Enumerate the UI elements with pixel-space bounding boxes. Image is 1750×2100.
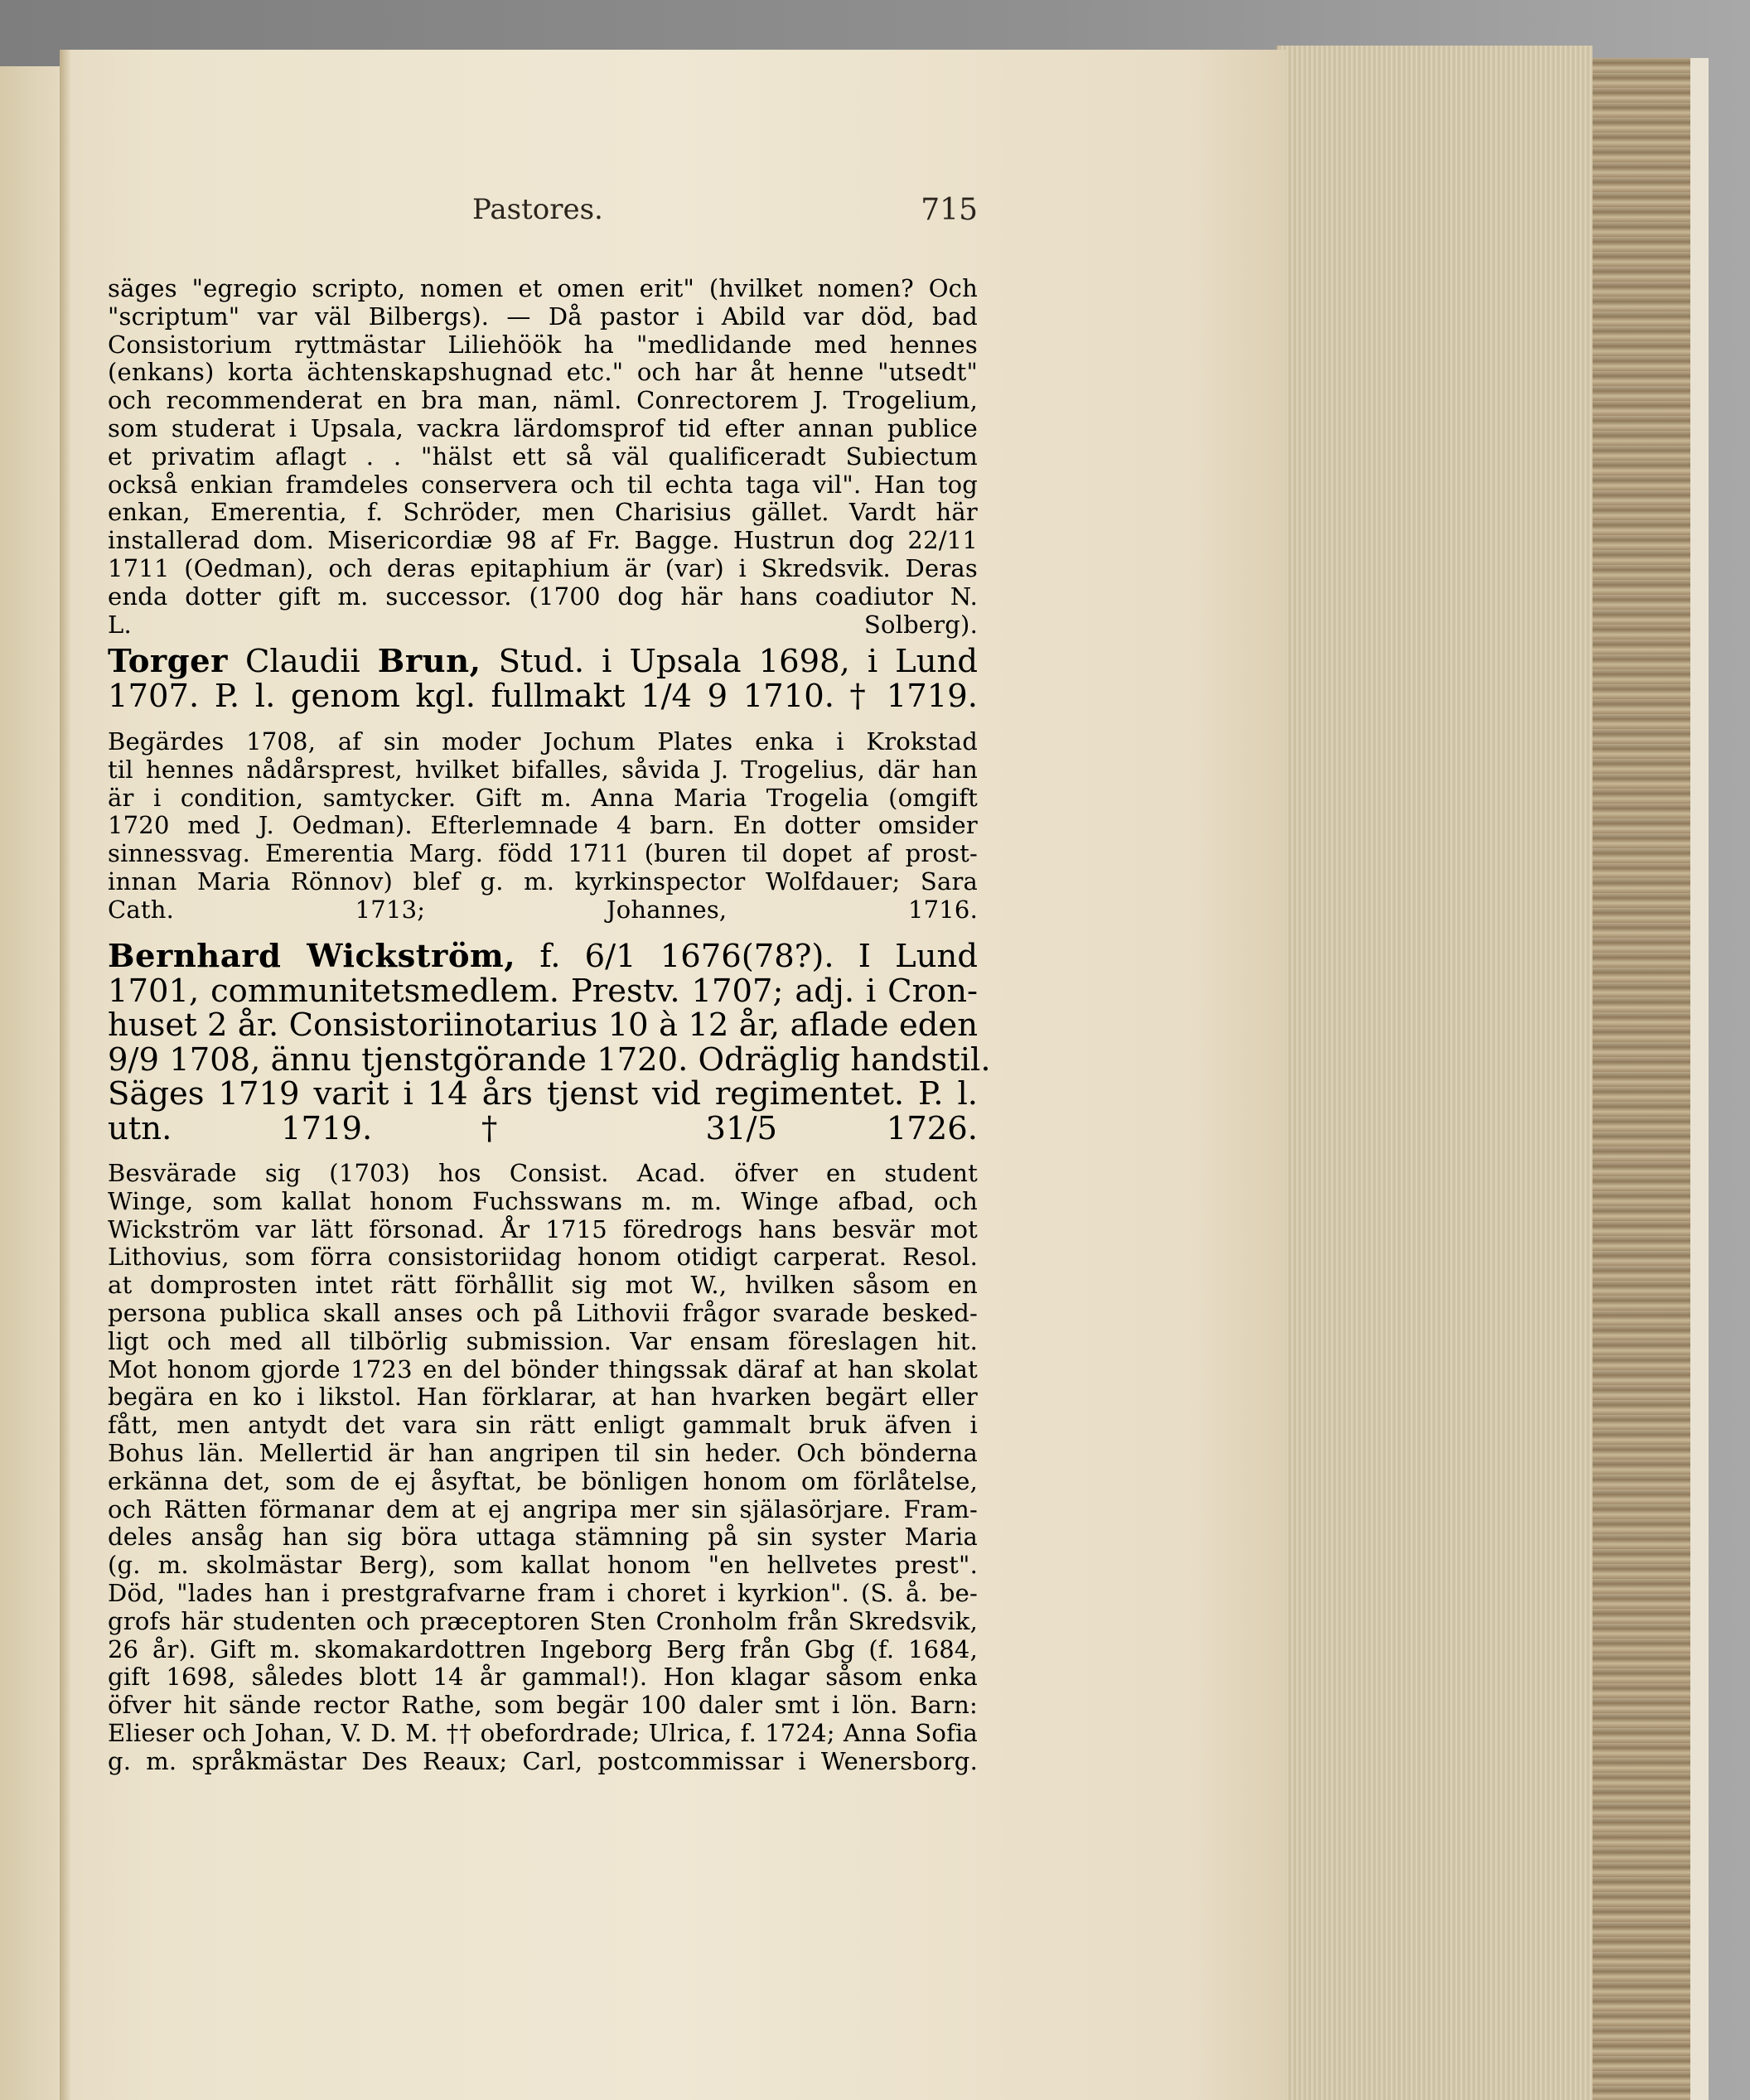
text-line: installerad dom. Misericordiæ 98 af Fr. Bagge. Hustrun dog 22/11 xyxy=(108,526,978,555)
text-line: Cath. 1713; Johannes, 1716. xyxy=(108,895,978,924)
running-title: Pastores. xyxy=(472,193,603,226)
entry-name-middle: Claudii xyxy=(244,643,360,680)
page-number: 715 xyxy=(921,193,978,227)
entry-torger-brun xyxy=(108,644,978,713)
entry-heading-line xyxy=(108,644,978,679)
text-line: Lithovius, som förra consistoriidag honom otidigt carperat. Resol. xyxy=(108,1243,978,1272)
text-line: persona publica skall anses och på Lithovii frågor svarade besked- xyxy=(108,1298,978,1327)
text-line: L. Solberg). xyxy=(108,610,978,639)
entry-line: utn. 1719. † 31/5 1726. xyxy=(108,1109,978,1147)
text-line: Bohus län. Mellertid är han angripen til sin heder. Och bönderna xyxy=(108,1438,978,1467)
text-line: (g. m. skolmästar Berg), som kallat honom "en hellvetes prest". xyxy=(108,1551,978,1580)
text-line: och Rätten förmanar dem at ej angripa mer sin själasörjare. Fram- xyxy=(108,1494,978,1523)
text-line: Död, "lades han i prestgrafvarne fram i choret i kyrkion". (S. å. be- xyxy=(108,1578,978,1607)
text-line: också enkian framdeles conservera och til echta taga vil". Han tog xyxy=(108,470,978,499)
text-line: gift 1698, således blott 14 år gammal!). Hon klagar såsom enka xyxy=(108,1663,978,1692)
text-line: erkänna det, som de ej åsyftat, be bönligen honom om förlåtelse, xyxy=(108,1466,978,1495)
paragraph-brun-details xyxy=(108,728,978,924)
text-line: begära en ko i likstol. Han förklarar, at han hvarken begärt eller xyxy=(108,1383,978,1412)
text-line: deles ansåg han sig böra uttaga stämning på sin syster Maria xyxy=(108,1523,978,1552)
text-line: enda dotter gift m. successor. (1700 dog här hans coadiutor N. xyxy=(108,582,978,611)
text-line: 26 år). Gift m. skomakardottren Ingeborg Berg från Gbg (f. 1684, xyxy=(108,1634,978,1663)
entry-line: 1707. P. l. genom kgl. fullmakt 1/4 9 1710. † 1719. xyxy=(108,677,978,715)
text-line: sinnessvag. Emerentia Marg. född 1711 (buren til dopet af prost- xyxy=(108,839,978,868)
page-block-edges xyxy=(1276,46,1593,2100)
entry-name-surname: Brun, xyxy=(377,643,481,680)
text-line: ligt och med all tilbörlig submission. Var ensam föreslagen hit. xyxy=(108,1326,978,1355)
entry-name: Bernhard Wickström, xyxy=(108,938,516,975)
text-line: och recommenderat en bra man, näml. Conrectorem J. Trogelium, xyxy=(108,386,978,415)
text-line: at domprosten intet rätt förhållit sig mot W., hvilken såsom en xyxy=(108,1271,978,1300)
entry-name: Torger xyxy=(108,643,228,680)
text-line: Wickström var lätt försonad. År 1715 föredrogs hans besvär mot xyxy=(108,1214,978,1243)
text-line: Besvärade sig (1703) hos Consist. Acad. öfver en student xyxy=(108,1159,978,1187)
paragraph-continuation xyxy=(108,275,978,639)
text-line: Mot honom gjorde 1723 en del bönder thingssak däraf at han skolat xyxy=(108,1354,978,1383)
text-line: Consistorium ryttmästar Liliehöök ha "medlidande med hennes xyxy=(108,330,978,359)
text-line: innan Maria Rönnov) blef g. m. kyrkinspector Wolfdauer; Sara xyxy=(108,867,978,896)
text-line: g. m. språkmästar Des Reaux; Carl, postcommissar i Wenersborg. xyxy=(108,1746,978,1775)
text-line: 1711 (Oedman), och deras epitaphium är (var) i Skredsvik. Deras xyxy=(108,553,978,582)
entry-text: f. 6/1 1676(78?). I Lund xyxy=(539,938,978,975)
page-header xyxy=(472,193,978,226)
text-line: grofs här studenten och præceptoren Sten Cronholm från Skredsvik, xyxy=(108,1606,978,1635)
text-line: (enkans) korta ächtenskapshugnad etc." och har åt henne "utsedt" xyxy=(108,358,978,387)
entry-line: 1701, communitetsmedlem. Prestv. 1707; adj. i Cron- xyxy=(108,972,978,1010)
page-gutter xyxy=(60,50,71,2100)
text-line: Begärdes 1708, af sin moder Jochum Plates enka i Krokstad xyxy=(108,727,978,756)
text-line: et privatim aflagt . . "hälst ett så väl qualificeradt Subiectum xyxy=(108,442,978,471)
text-line: fått, men antydt det vara sin rätt enligt gammalt bruk äfven i xyxy=(108,1411,978,1440)
paragraph-wickstrom-details xyxy=(108,1160,978,1776)
text-line: 1720 med J. Oedman). Efterlemnade 4 barn. En dotter omsider xyxy=(108,811,978,840)
text-line: til hennes nådårsprest, hvilket bifalles, såvida J. Trogelius, där han xyxy=(108,755,978,784)
entry-line: Säges 1719 varit i 14 års tjenst vid regimentet. P. l. xyxy=(108,1075,978,1113)
entry-bernhard-wickstrom xyxy=(108,938,991,1147)
book-cover-marbled xyxy=(1574,58,1704,2100)
entry-line: 9/9 1708, ännu tjenstgörande 1720. Odräglig handstil. xyxy=(108,1040,991,1079)
previous-page-edge xyxy=(0,66,68,2100)
text-line: säges "egregio scripto, nomen et omen erit" (hvilket nomen? Och xyxy=(108,274,978,302)
entry-heading-line xyxy=(108,939,978,974)
text-line: är i condition, samtycker. Gift m. Anna Maria Trogelia (omgift xyxy=(108,783,978,812)
text-line: "scriptum" var väl Bilbergs). — Då pastor i Abild var död, bad xyxy=(108,302,978,331)
text-line: Winge, som kallat honom Fuchsswans m. m. Winge afbad, och xyxy=(108,1186,978,1215)
text-line: Elieser och Johan, V. D. M. †† obefordrade; Ulrica, f. 1724; Anna Sofia xyxy=(108,1718,978,1747)
book-cover-edge xyxy=(1690,58,1709,2100)
text-line: enkan, Emerentia, f. Schröder, men Charisius gället. Vardt här xyxy=(108,498,978,527)
text-line: öfver hit sände rector Rathe, som begär 100 daler smt i lön. Barn: xyxy=(108,1691,978,1720)
entry-text: Stud. i Upsala 1698, i Lund xyxy=(498,643,978,680)
text-line: som studerat i Upsala, vackra lärdomsprof tid efter annan publice xyxy=(108,413,978,442)
entry-line: huset 2 år. Consistoriinotarius 10 à 12 år, aflade eden xyxy=(108,1007,978,1044)
